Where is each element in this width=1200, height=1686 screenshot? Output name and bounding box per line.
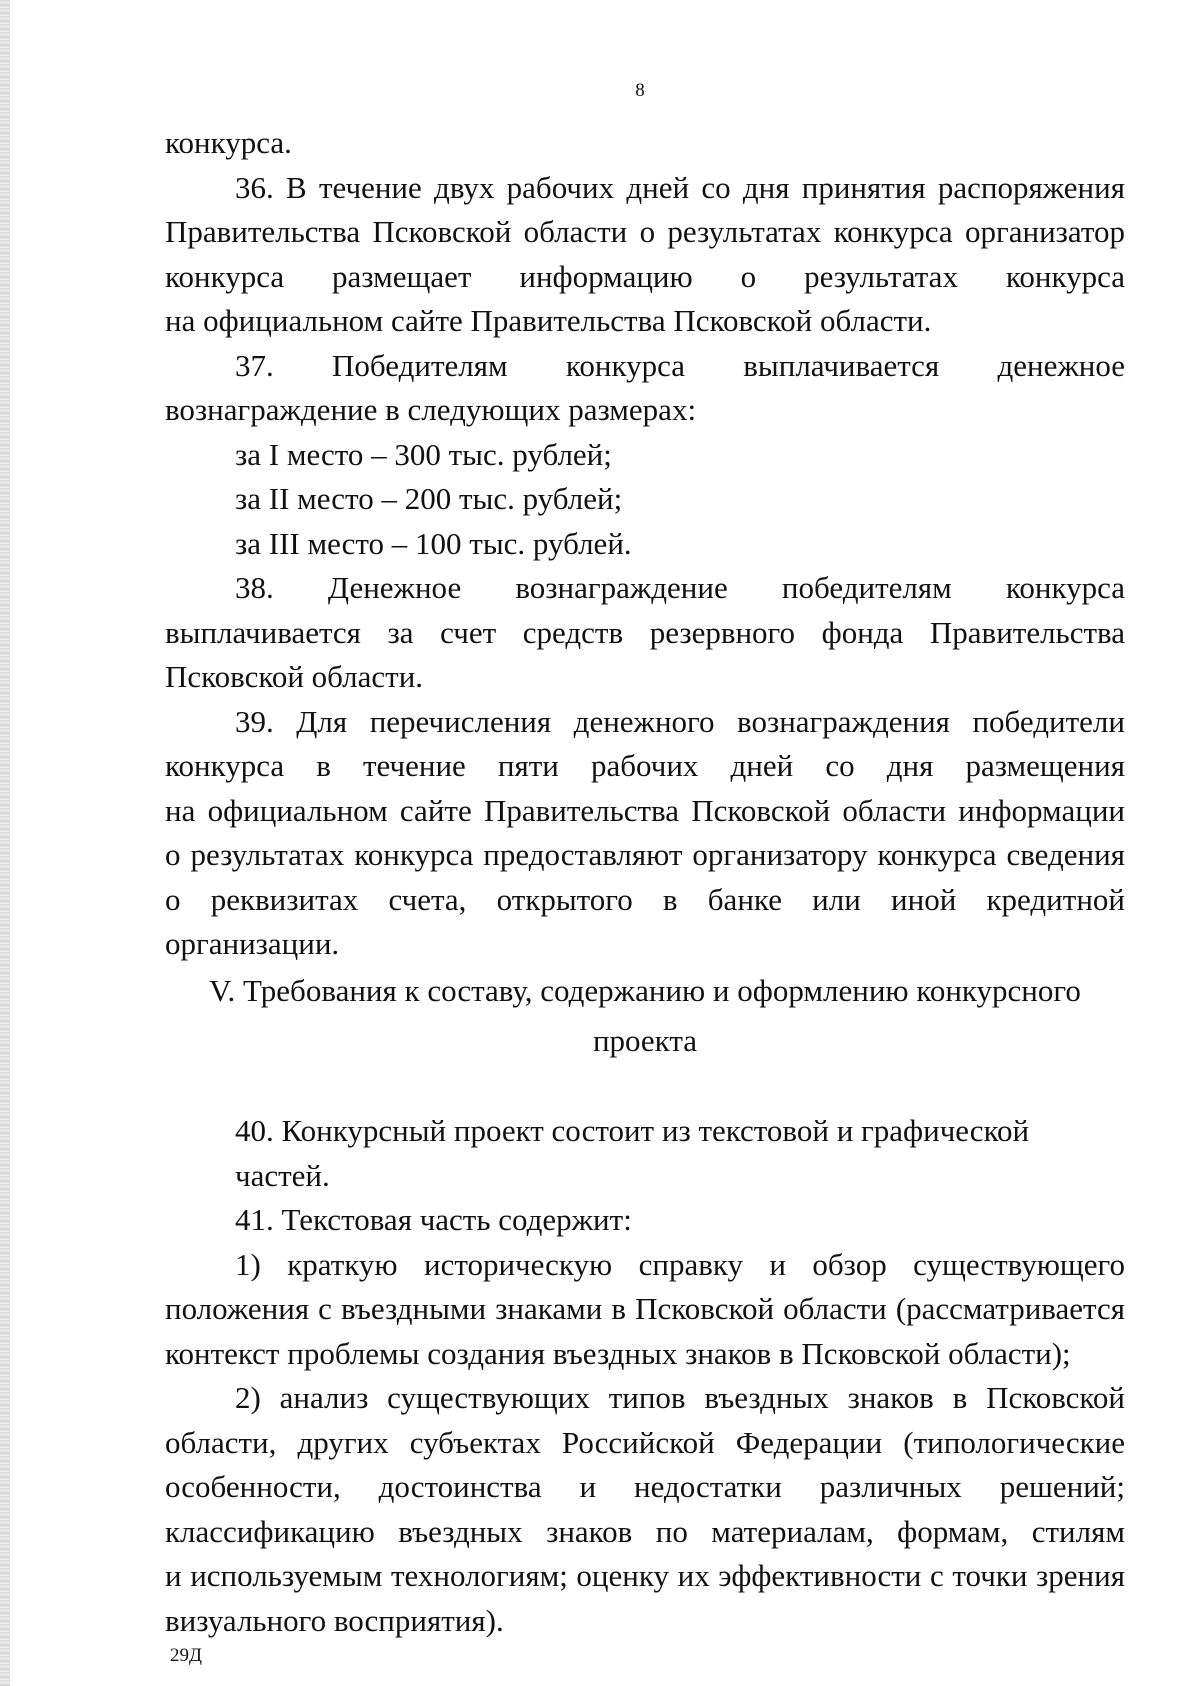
item-2-line-6: визуального восприятия). bbox=[165, 1602, 504, 1638]
scan-edge bbox=[0, 0, 10, 1686]
prize-third-place: за III место – 100 тыс. рублей. bbox=[235, 525, 632, 561]
paragraph-40: 40. Конкурсный проект состоит из текстовой и графической частей. bbox=[235, 1113, 1030, 1193]
paragraph-37-line-1: 37. Победителям конкурса выплачивается денежное bbox=[235, 347, 1125, 383]
section-heading-line-2: проекта bbox=[592, 1023, 698, 1058]
item-2-line-5: и используемым технологиям; оценку их эффективности с точки зрения bbox=[165, 1558, 1125, 1593]
prize-first-place: за I место – 300 тыс. рублей; bbox=[235, 436, 612, 472]
item-2-line-3: особенности, достоинства и недостатки различных решений; bbox=[165, 1469, 1125, 1504]
paragraph-36-line-4: на официальном сайте Правительства Псковской области. bbox=[165, 303, 932, 338]
continuation-line: конкурса. bbox=[165, 125, 292, 160]
paragraph-38-line-1: 38. Денежное вознаграждение победителям конкурса bbox=[235, 570, 1125, 605]
item-1-line-2: положения с въездными знаками в Псковской области (рассматривается bbox=[165, 1291, 1125, 1326]
item-2-line-2: области, других субъектах Российской Федерации (типологические bbox=[165, 1424, 1125, 1460]
item-2-line-1: 2) анализ существующих типов въездных знаков в Псковской bbox=[235, 1380, 1125, 1415]
prize-second-place: за II место – 200 тыс. рублей; bbox=[235, 481, 623, 516]
item-1-line-1: 1) краткую историческую справку и обзор существующего bbox=[235, 1246, 1125, 1282]
paragraph-39-line-4: о результатах конкурса предоставляют организатору конкурса сведения bbox=[165, 837, 1125, 872]
paragraph-41: 41. Текстовая часть содержит: bbox=[235, 1202, 632, 1237]
paragraph-38-line-2: выплачивается за счет средств резервного фонда Правительства bbox=[165, 614, 1125, 650]
paragraph-38-line-3: Псковской области. bbox=[165, 659, 424, 694]
paragraph-36-line-1: 36. В течение двух рабочих дней со дня принятия распоряжения bbox=[235, 169, 1125, 205]
paragraph-39-line-5: о реквизитах счета, открытого в банке или иной кредитной организации. bbox=[165, 881, 1125, 961]
paragraph-39-line-2: конкурса в течение пяти рабочих дней со дня размещения bbox=[165, 748, 1125, 783]
body-text-bottom bbox=[165, 1109, 1125, 1643]
paragraph-39-line-3: на официальном сайте Правительства Псковской области информации bbox=[165, 792, 1125, 828]
document-code: 29Д bbox=[170, 1645, 202, 1666]
paragraph-39-line-1: 39. Для перечисления денежного вознаграждения победители bbox=[235, 703, 1125, 739]
section-heading bbox=[165, 966, 1125, 1066]
paragraph-36-line-3: конкурса размещает информацию о результатах конкурса bbox=[165, 258, 1125, 294]
body-text-top bbox=[165, 121, 1125, 967]
paragraph-36-line-2: Правительства Псковской области о результатах конкурса организатор bbox=[165, 214, 1125, 249]
section-heading-line-1: V. Требования к составу, содержанию и оформлению конкурсного bbox=[209, 973, 1081, 1008]
page-number: 8 bbox=[635, 80, 645, 101]
item-1-line-3: контекст проблемы создания въездных знаков в Псковской области); bbox=[165, 1335, 1071, 1371]
paragraph-37-line-2: вознаграждение в следующих размерах: bbox=[165, 392, 697, 427]
item-2-line-4: классификацию въездных знаков по материалам, формам, стилям bbox=[165, 1513, 1125, 1549]
